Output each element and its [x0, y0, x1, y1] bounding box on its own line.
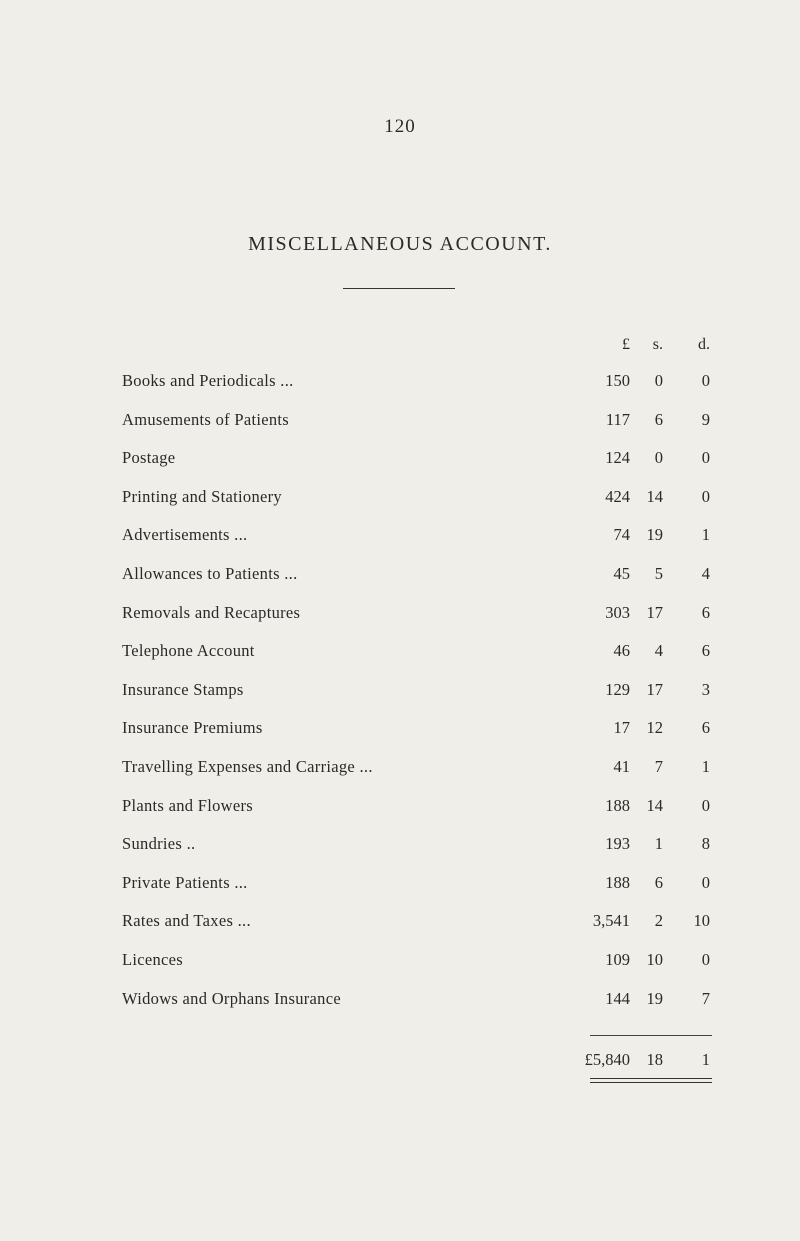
item-label: Amusements of Patients: [122, 410, 289, 429]
item-pence: 6: [701, 718, 710, 737]
item-label: Plants and Flowers: [122, 796, 253, 815]
column-headers: [0, 336, 800, 358]
item-pence: 3: [701, 680, 710, 699]
item-pounds: 193: [605, 834, 630, 853]
item-shillings: 19: [646, 989, 663, 1008]
item-pounds: 150: [605, 371, 630, 390]
item-pounds: 46: [613, 641, 630, 660]
list-item: [0, 639, 800, 663]
item-label: Sundries ..: [122, 834, 196, 853]
item-label: Allowances to Patients ...: [122, 564, 298, 583]
item-pence: 0: [701, 873, 710, 892]
item-shillings: 0: [654, 371, 663, 390]
item-shillings: 14: [646, 487, 663, 506]
item-pounds: 3,541: [592, 911, 630, 930]
item-shillings: 19: [646, 525, 663, 544]
list-item: [0, 601, 800, 625]
total-shillings: 18: [646, 1050, 663, 1069]
item-shillings: 10: [646, 950, 663, 969]
item-pounds: 45: [613, 564, 630, 583]
item-pence: 0: [701, 371, 710, 390]
list-item: [0, 523, 800, 547]
item-shillings: 14: [646, 796, 663, 815]
item-pounds: 74: [613, 525, 630, 544]
item-pence: 1: [701, 525, 710, 544]
total-double-rule-top: [590, 1078, 712, 1079]
list-item: [0, 369, 800, 393]
item-pence: 0: [701, 487, 710, 506]
item-pence: 4: [701, 564, 710, 583]
item-pence: 8: [701, 834, 710, 853]
list-item: [0, 716, 800, 740]
item-pence: 1: [701, 757, 710, 776]
list-item: [0, 871, 800, 895]
list-item: [0, 446, 800, 470]
item-label: Books and Periodicals ...: [122, 371, 294, 390]
item-pounds: 117: [605, 410, 630, 429]
item-pounds: 17: [613, 718, 630, 737]
item-label: Removals and Recaptures: [122, 603, 301, 622]
pence-header: d.: [698, 336, 710, 353]
item-label: Insurance Premiums: [122, 718, 263, 737]
list-item: [0, 909, 800, 933]
shillings-header: s.: [652, 336, 663, 353]
total-double-rule-bottom: [590, 1082, 712, 1083]
list-item: [0, 832, 800, 856]
item-pence: 0: [701, 950, 710, 969]
list-item: [0, 794, 800, 818]
item-label: Private Patients ...: [122, 873, 248, 892]
list-item: [0, 987, 800, 1011]
item-pence: 0: [701, 448, 710, 467]
item-shillings: 2: [654, 911, 663, 930]
item-label: Widows and Orphans Insurance: [122, 989, 341, 1008]
item-shillings: 17: [646, 680, 663, 699]
item-label: Insurance Stamps: [122, 680, 244, 699]
page-title: MISCELLANEOUS ACCOUNT.: [248, 233, 552, 255]
item-shillings: 6: [654, 873, 663, 892]
item-pounds: 109: [605, 950, 630, 969]
item-pence: 6: [701, 641, 710, 660]
item-pounds: 303: [605, 603, 630, 622]
item-pounds: 424: [605, 487, 630, 506]
item-pounds: 129: [605, 680, 630, 699]
item-label: Advertisements ...: [122, 525, 248, 544]
item-label: Licences: [122, 950, 184, 969]
total-row: [0, 1048, 800, 1072]
list-item: [0, 948, 800, 972]
total-pence: 1: [701, 1050, 710, 1069]
item-shillings: 0: [654, 448, 663, 467]
sum-rule: [590, 1035, 712, 1036]
total-pounds: £5,840: [584, 1050, 630, 1069]
title-underline: [343, 288, 455, 289]
item-shillings: 6: [654, 410, 663, 429]
item-pence: 9: [701, 410, 710, 429]
list-item: [0, 562, 800, 586]
item-label: Telephone Account: [122, 641, 255, 660]
item-label: Postage: [122, 448, 176, 467]
item-pounds: 188: [605, 873, 630, 892]
item-shillings: 5: [654, 564, 663, 583]
item-shillings: 4: [654, 641, 663, 660]
item-pence: 6: [701, 603, 710, 622]
item-label: Travelling Expenses and Carriage ...: [122, 757, 373, 776]
item-shillings: 1: [654, 834, 663, 853]
item-pence: 0: [701, 796, 710, 815]
item-pounds: 188: [605, 796, 630, 815]
item-label: Printing and Stationery: [122, 487, 282, 506]
list-item: [0, 678, 800, 702]
item-pounds: 41: [613, 757, 630, 776]
item-pence: 7: [701, 989, 710, 1008]
list-item: [0, 485, 800, 509]
item-pounds: 124: [605, 448, 630, 467]
item-shillings: 17: [646, 603, 663, 622]
item-pounds: 144: [605, 989, 630, 1008]
item-label: Rates and Taxes ...: [122, 911, 251, 930]
list-item: [0, 755, 800, 779]
pounds-header: £: [622, 336, 630, 353]
page-number: 120: [384, 116, 416, 137]
item-shillings: 12: [646, 718, 663, 737]
item-pence: 10: [693, 911, 710, 930]
item-shillings: 7: [654, 757, 663, 776]
list-item: [0, 408, 800, 432]
